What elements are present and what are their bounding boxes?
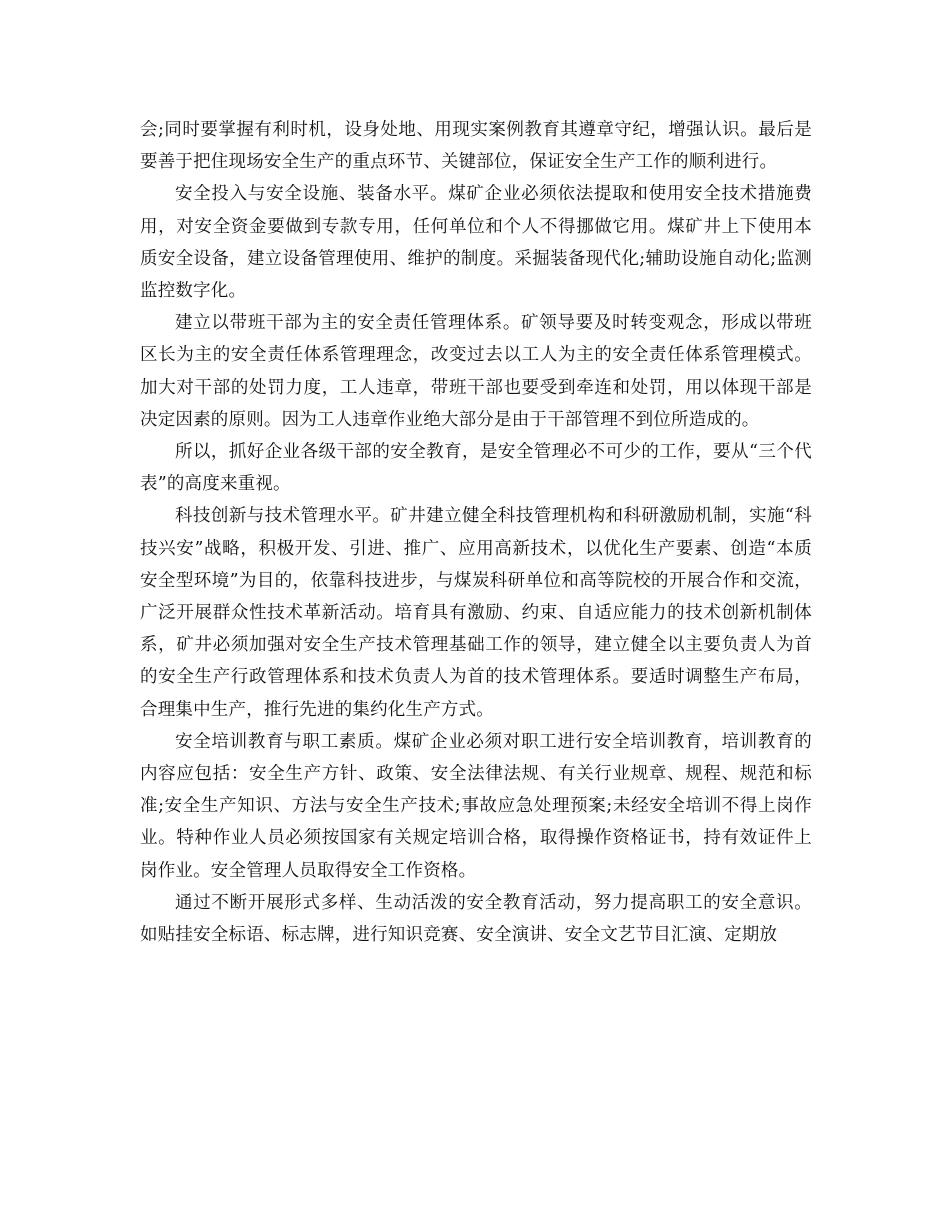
paragraph-4: 所以，抓好企业各级干部的安全教育，是安全管理必不可少的工作，要从“三个代表”的高度来重视。 bbox=[140, 442, 812, 495]
paragraph-1: 会;同时要掌握有利时机，设身处地、用现实案例教育其遵章守纪，增强认识。最后是要善于把住现场安全生产的重点环节、关键部位，保证安全生产工作的顺利进行。 bbox=[140, 120, 812, 173]
paragraph-5: 科技创新与技术管理水平。矿井建立健全科技管理机构和科研激励机制，实施“科技兴安”战略，积极开发、引进、推广、应用高新技术，以优化生产要素、创造“本质安全型环境”为目的，依靠科技进步，与煤炭科研单位和高等院校的开展合作和交流，广泛开展群众性技术革新活动。培育具有激励、约束、自适应能力的技术创新机制体系，矿井必须加强对安全生产技术管理基础工作的领导，建立健全以主要负责人为首的安全生产行政管理体系和技术负责人为首的技术管理体系。要适时调整生产布局，合理集中生产，推行先进的集约化生产方式。 bbox=[140, 506, 812, 720]
paragraph-6: 安全培训教育与职工素质。煤矿企业必须对职工进行安全培训教育，培训教育的内容应包括：安全生产方针、政策、安全法律法规、有关行业规章、规程、规范和标准;安全生产知识、方法与安全生产技术;事故应急处理预案;未经安全培训不得上岗作业。特种作业人员必须按国家有关规定培训合格，取得操作资格证书，持有效证件上岗作业。安全管理人员取得安全工作资格。 bbox=[140, 731, 812, 881]
document-body bbox=[140, 114, 812, 951]
paragraph-3: 建立以带班干部为主的安全责任管理体系。矿领导要及时转变观念，形成以带班区长为主的安全责任体系管理理念，改变过去以工人为主的安全责任体系管理模式。加大对干部的处罚力度，工人违章，带班干部也要受到牵连和处罚，用以体现干部是决定因素的原则。因为工人违章作业绝大部分是由于干部管理不到位所造成的。 bbox=[140, 313, 812, 430]
paragraph-7: 通过不断开展形式多样、生动活泼的安全教育活动，努力提高职工的安全意识。如贴挂安全标语、标志牌，进行知识竞赛、安全演讲、安全文艺节目汇演、定期放 bbox=[140, 892, 812, 946]
paragraph-2: 安全投入与安全设施、装备水平。煤矿企业必须依法提取和使用安全技术措施费用，对安全资金要做到专款专用，任何单位和个人不得挪做它用。煤矿井上下使用本质安全设备，建立设备管理使用、维护的制度。采掘装备现代化;辅助设施自动化;监测监控数字化。 bbox=[140, 184, 812, 302]
